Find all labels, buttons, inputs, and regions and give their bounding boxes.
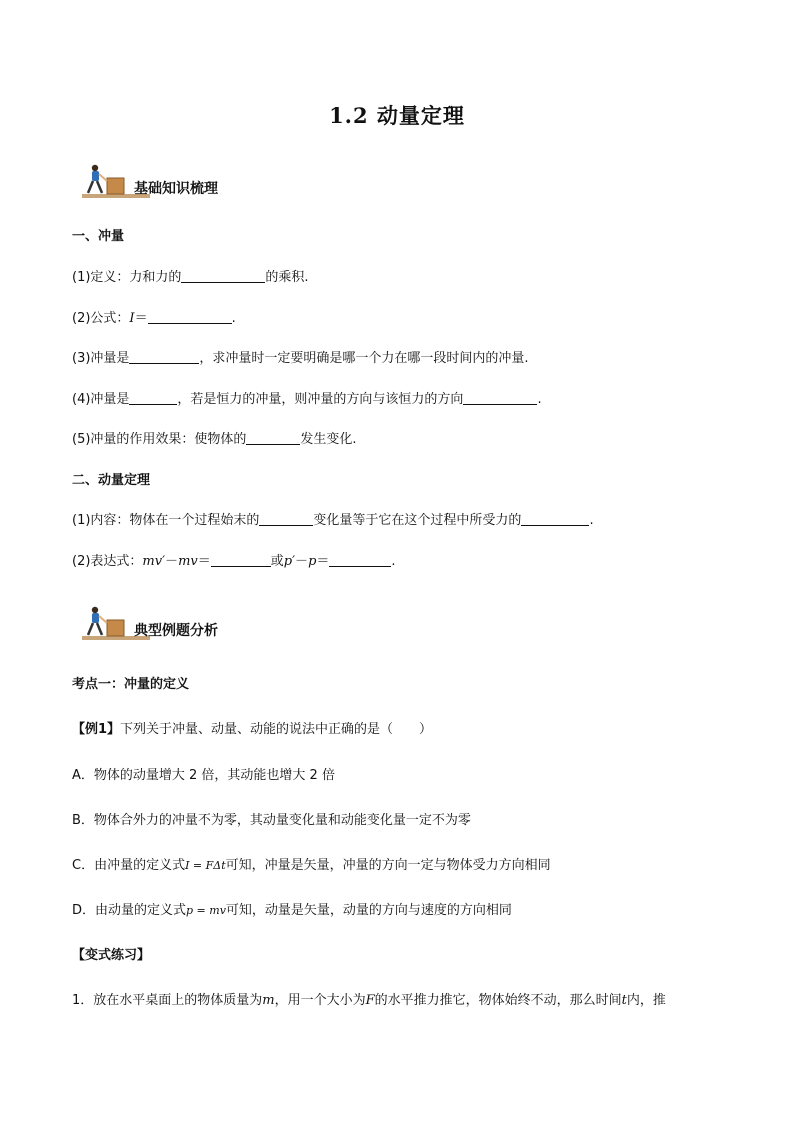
impulse-definition: (1)定义：力和力的 的乘积. bbox=[72, 270, 309, 285]
banner-label-examples: 典型例题分析 bbox=[134, 623, 218, 639]
heading-impulse: 一、冲量 bbox=[72, 229, 125, 244]
variant-heading: 【变式练习】 bbox=[72, 948, 151, 963]
example-question: 【例1】下列关于冲量、动量、动能的说法中正确的是（ ） bbox=[72, 722, 433, 737]
answer-blank[interactable] bbox=[148, 311, 232, 324]
section-banner-basic bbox=[80, 164, 300, 208]
answer-blank[interactable] bbox=[329, 554, 391, 567]
section-banner-examples bbox=[80, 606, 300, 650]
answer-blank[interactable] bbox=[246, 432, 300, 445]
heading-theorem: 二、动量定理 bbox=[72, 473, 151, 488]
impulse-vector: (3)冲量是 ，求冲量时一定要明确是哪一个力在哪一段时间内的冲量. bbox=[72, 351, 529, 366]
answer-blank[interactable] bbox=[521, 513, 589, 526]
theorem-content: (1)内容：物体在一个过程始末的 变化量等于它在这个过程中所受力的 . bbox=[72, 513, 594, 528]
banner-label-basic: 基础知识梳理 bbox=[134, 181, 218, 197]
option-c[interactable]: C．由冲量的定义式I = FΔt可知，冲量是矢量，冲量的方向一定与物体受力方向相同 bbox=[72, 858, 551, 873]
answer-blank[interactable] bbox=[211, 554, 271, 567]
impulse-effect: (5)冲量的作用效果：使物体的 发生变化. bbox=[72, 432, 357, 447]
impulse-formula: (2)公式：I＝ . bbox=[72, 311, 236, 326]
page-title: 1.2 动量定理 bbox=[329, 103, 465, 128]
theorem-expression: (2)表达式：mv′－mv＝ 或p′－p＝ . bbox=[72, 554, 396, 569]
answer-blank[interactable] bbox=[129, 392, 177, 405]
option-d[interactable]: D．由动量的定义式p = mv可知，动量是矢量，动量的方向与速度的方向相同 bbox=[72, 903, 512, 918]
answer-blank[interactable] bbox=[129, 351, 199, 364]
answer-blank[interactable] bbox=[181, 270, 265, 283]
option-b[interactable]: B．物体合外力的冲量不为零，其动量变化量和动能变化量一定不为零 bbox=[72, 813, 471, 828]
answer-blank[interactable] bbox=[259, 513, 313, 526]
option-a[interactable]: A．物体的动量增大 2 倍，其动能也增大 2 倍 bbox=[72, 768, 335, 783]
topic-heading: 考点一：冲量的定义 bbox=[72, 677, 190, 692]
impulse-direction: (4)冲量是 ，若是恒力的冲量，则冲量的方向与该恒力的方向 . bbox=[72, 392, 542, 407]
exercise-1: 1．放在水平桌面上的物体质量为m，用一个大小为F的水平推力推它，物体始终不动，那么时间t内，推 bbox=[72, 993, 666, 1008]
answer-blank[interactable] bbox=[463, 392, 537, 405]
